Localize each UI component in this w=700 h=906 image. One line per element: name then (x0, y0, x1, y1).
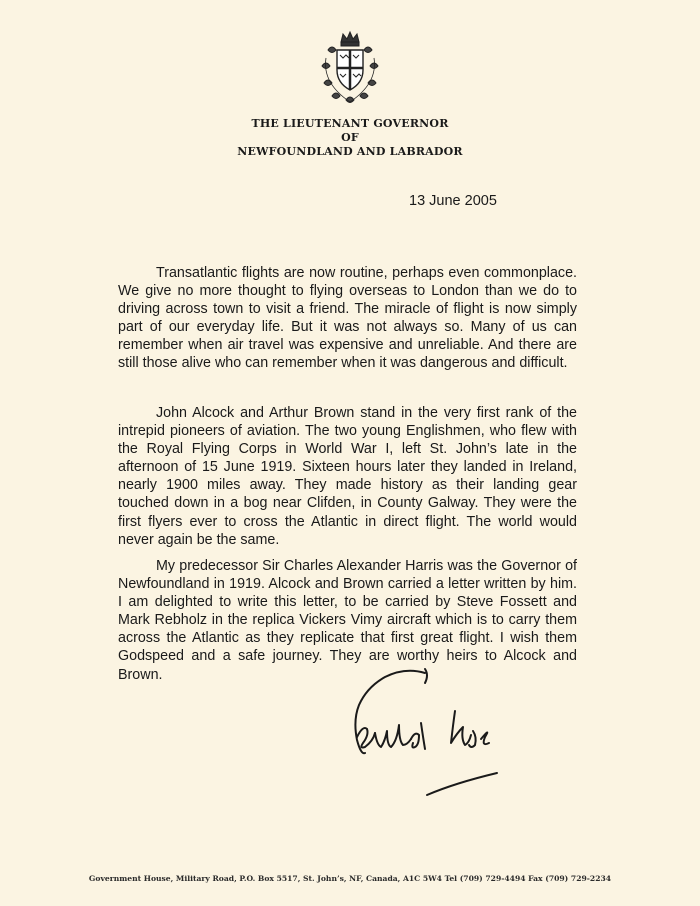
office-title-line3: NEWFOUNDLAND AND LABRADOR (237, 145, 463, 158)
letter-date: 13 June 2005 (409, 193, 497, 209)
handwritten-signature (345, 665, 525, 805)
office-title-line2: OF (341, 131, 359, 144)
footer-address: Government House, Military Road, P.O. Box 5517, St. John’s, NF, Canada, A1C 5W4 Tel (709) 729-4494 Fax (709) 729-2234 (88, 874, 612, 883)
body-paragraph: John Alcock and Arthur Brown stand in the very first rank of the intrepid pioneers of aviation. The two young Englishmen, who flew with the Royal Flying Corps in World War I, left St. John’s late in the afternoon of 15 June 1919. Sixteen hours later they landed in Ireland, nearly 1900 miles away. They made history as their landing gear touched down in a bog near Clifden, in County Galway. They were the first flyers ever to cross the Atlantic in direct flight. The world would never again be the same. (118, 405, 577, 548)
office-title-line1: THE LIEUTENANT GOVERNOR (251, 117, 449, 130)
body-paragraph: Transatlantic flights are now routine, perhaps even commonplace. We give no more thought to flying overseas to London than we do to driving across town to visit a friend. The miracle of flight is now simply part of our everyday life. But it was not always so. Many of us can remember when air travel was expensive and unreliable. And there are still those alive who can remember when it was dangerous and difficult. (118, 265, 577, 372)
body-paragraph: My predecessor Sir Charles Alexander Harris was the Governor of Newfoundland in 1919. Alcock and Brown carried a letter written by him. I am delighted to write this letter, to be carried by Steve Fossett and Mark Rebholz in the replica Vickers Vimy aircraft which is to carry them across the Atlantic as they replicate that first great flight. I wish them Godspeed and a safe journey. They are worthy heirs to Alcock and Brown. (118, 558, 577, 683)
coat-of-arms-icon (310, 28, 390, 108)
